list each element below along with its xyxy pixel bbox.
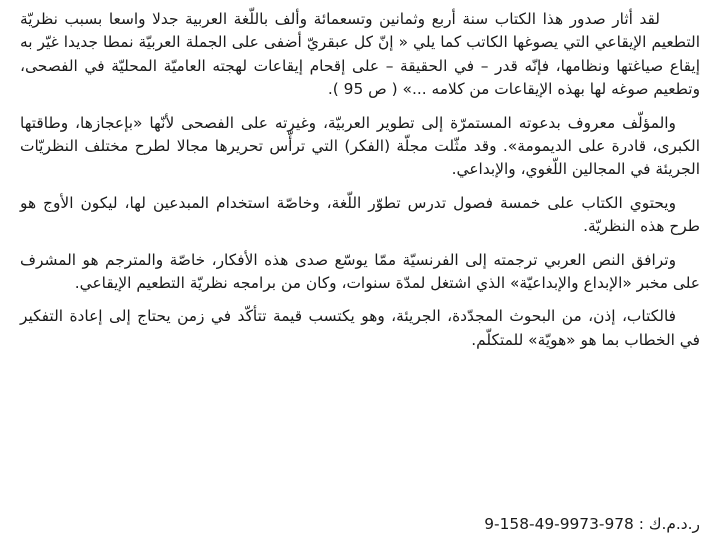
isbn-line: ر.د.م.ك : 978-9973-49-158-9: [484, 515, 700, 533]
paragraph-4: وترافق النص العربي ترجمته إلى الفرنسيّة ممّا يوسّع صدى هذه الأفكار، خاصّة والمترجم هو المشرف على مخبر «الإبداع والإبداعيّة» الذي اشتغل لمدّة سنوات، وكان من برامجه نظريّة التطعيم الإيقاعي.: [20, 250, 700, 293]
paragraph-1: لقد أثار صدور هذا الكتاب سنة أربع وثمانين وتسعمائة وألف باللّغة العربية جدلا واسعا بسبب نظريّة التطعيم الإيقاعي التي يصوغها الكاتب كما يلي « إنّ كل عبقريّ أضفى على الجملة العربيّة نمطا جديدا غيّر به إيقاع صياغتها ونظامها، فإنّه قدر – في الحقيقة – على إقحام إيقاعات لهجته العاميّة المحليّة في الفصحى، وتطعيم صوغه لها بهذه الإيقاعات من كلامه ...» ( ص 95 ).: [20, 10, 700, 99]
paragraph-2: والمؤلّف معروف بدعوته المستمرّة إلى تطوير العربيّة، وغيرته على الفصحى لأنّها «بإعجازها، وطاقتها الكبرى، قادرة على الديمومة». وقد مثّلت مجلّة (الفكر) التي ترأّس تحريرها مجالا لطرح مختلف النظريّات الجريئة في المجالين اللّغوي، والإبداعي.: [20, 113, 700, 179]
paragraph-3: ويحتوي الكتاب على خمسة فصول تدرس تطوّر اللّغة، وخاصّة استخدام المبدعين لها، ليكون الأوج هو طرح هذه النظريّة.: [20, 193, 700, 236]
paragraph-5: فالكتاب، إذن، من البحوث المجدّدة، الجريئة، وهو يكتسب قيمة تتأكّد في زمن يحتاج إلى إعادة التفكير في الخطاب بما هو «هويّة» للمتكلّم.: [20, 307, 700, 349]
body-text: [20, 8, 700, 362]
